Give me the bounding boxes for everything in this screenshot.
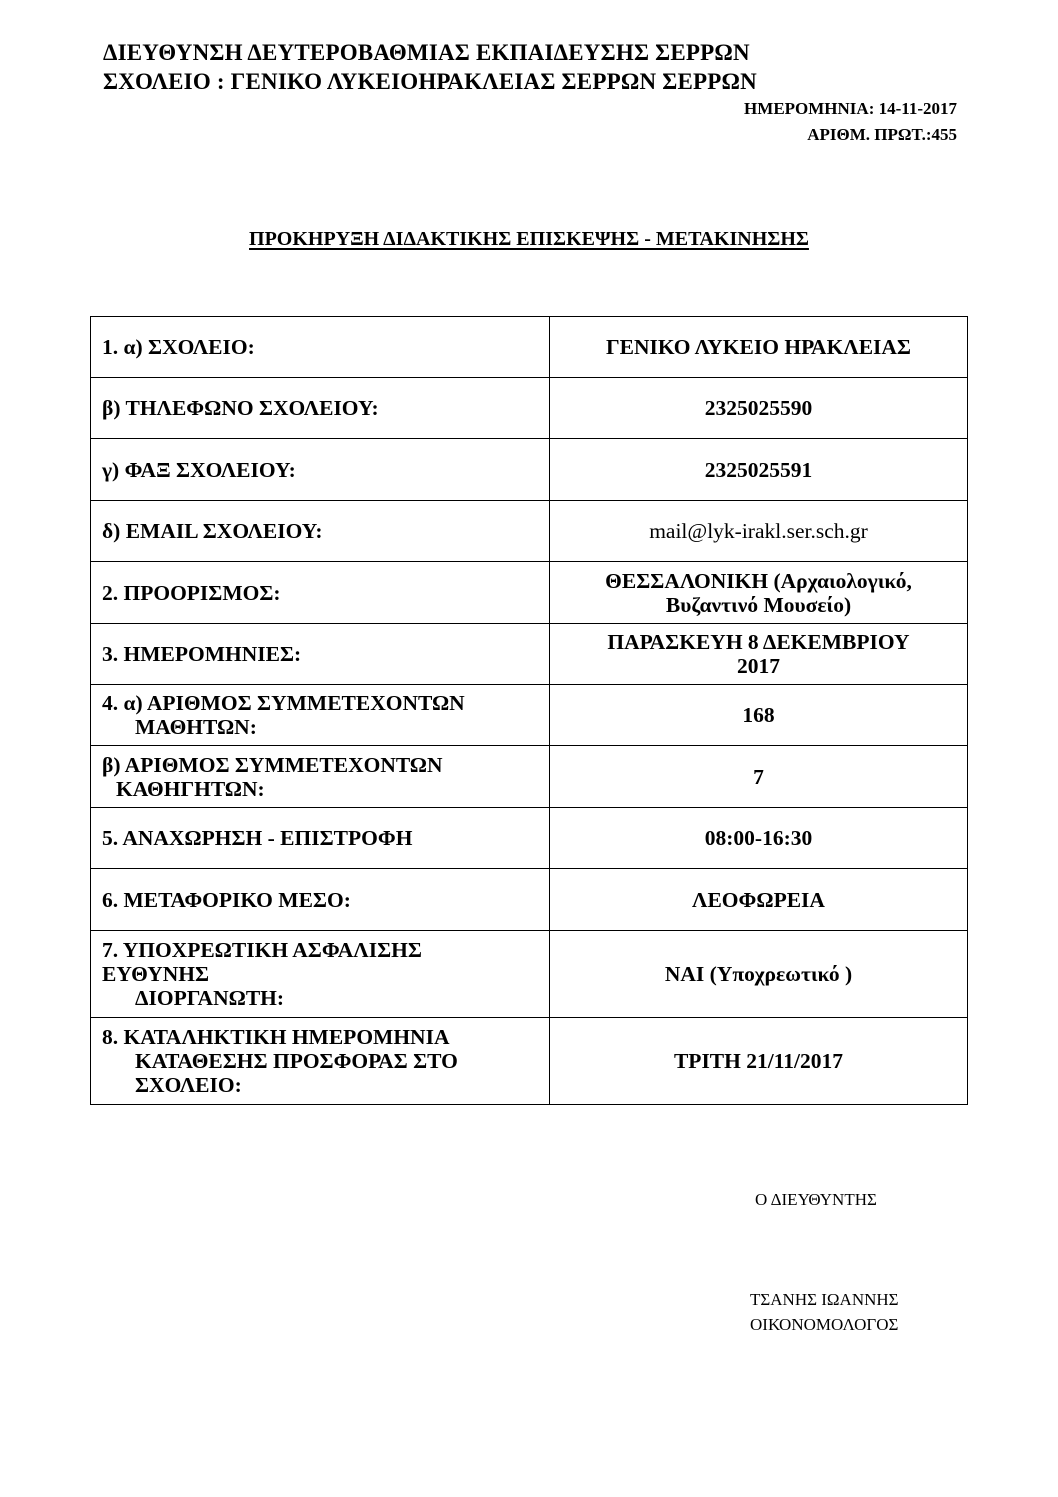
row-label: β) ΤΗΛΕΦΩΝΟ ΣΧΟΛΕΙΟΥ: [91, 378, 550, 439]
row-value: 168 [550, 685, 968, 746]
table-row [91, 624, 968, 685]
protocol-number: ΑΡΙΘΜ. ΠΡΩΤ.:455 [807, 125, 957, 144]
row-label: 3. ΗΜΕΡΟΜΗΝΙΕΣ: [91, 624, 550, 685]
title-text: ΠΡΟΚΗΡΥΞΗ ΔΙΔΑΚΤΙΚΗΣ ΕΠΙΣΚΕΨΗΣ - ΜΕΤΑΚΙΝΗΣΗΣ [249, 228, 809, 250]
row-label: γ) ΦΑΞ ΣΧΟΛΕΙΟΥ: [91, 439, 550, 501]
table-row [91, 501, 968, 562]
row-label: 2. ΠΡΟΟΡΙΣΜΟΣ: [91, 562, 550, 624]
row-value: mail@lyk-irakl.ser.sch.gr [550, 501, 968, 562]
table-row [91, 317, 968, 378]
document-meta [744, 96, 957, 148]
document-date: ΗΜΕΡΟΜΗΝΙΑ: 14-11-2017 [744, 99, 957, 118]
announcement-table [90, 316, 968, 1105]
document-header [103, 38, 757, 96]
row-value: ΠΑΡΑΣΚΕΥΗ 8 ΔΕΚΕΜΒΡΙΟΥ 2017 [550, 624, 968, 685]
row-label: 4. α) ΑΡΙΘΜΟΣ ΣΥΜΜΕΤΕΧΟΝΤΩΝ ΜΑΘΗΤΩΝ: [91, 685, 550, 746]
row-label: 5. ΑΝΑΧΩΡΗΣΗ - ΕΠΙΣΤΡΟΦΗ [91, 808, 550, 869]
signatory-title: ΟΙΚΟΝΟΜΟΛΟΓΟΣ [750, 1315, 899, 1334]
school-line: ΣΧΟΛΕΙΟ : ΓΕΝΙΚΟ ΛΥΚΕΙΟΗΡΑΚΛΕΙΑΣ ΣΕΡΡΩΝ ΣΕΡΡΩΝ [103, 69, 757, 94]
table-row [91, 685, 968, 746]
row-value: 2325025591 [550, 439, 968, 501]
directorate-line: ΔΙΕΥΘΥΝΣΗ ΔΕΥΤΕΡΟΒΑΘΜΙΑΣ ΕΚΠΑΙΔΕΥΣΗΣ ΣΕΡΡΩΝ [103, 40, 750, 65]
row-label: 8. ΚΑΤΑΛΗΚΤΙΚΗ ΗΜΕΡΟΜΗΝΙΑ ΚΑΤΑΘΕΣΗΣ ΠΡΟΣΦΟΡΑΣ ΣΤΟ ΣΧΟΛΕΙΟ: [91, 1018, 550, 1105]
table-row [91, 931, 968, 1018]
row-value: 2325025590 [550, 378, 968, 439]
row-value: ΝΑΙ (Υποχρεωτικό ) [550, 931, 968, 1018]
row-label: 7. ΥΠΟΧΡΕΩΤΙΚΗ ΑΣΦΑΛΙΣΗΣ ΕΥΘΥΝΗΣ ΔΙΟΡΓΑΝΩΤΗ: [91, 931, 550, 1018]
table-row [91, 746, 968, 808]
signatory-name: ΤΣΑΝΗΣ ΙΩΑΝΝΗΣ [750, 1290, 899, 1309]
row-value: ΓΕΝΙΚΟ ΛΥΚΕΙΟ ΗΡΑΚΛΕΙΑΣ [550, 317, 968, 378]
table-row [91, 869, 968, 931]
row-value: 08:00-16:30 [550, 808, 968, 869]
row-label: β) ΑΡΙΘΜΟΣ ΣΥΜΜΕΤΕΧΟΝΤΩΝ ΚΑΘΗΓΗΤΩΝ: [91, 746, 550, 808]
table-row [91, 378, 968, 439]
row-label: δ) EMAIL ΣΧΟΛΕΙΟΥ: [91, 501, 550, 562]
row-label: 6. ΜΕΤΑΦΟΡΙΚΟ ΜΕΣΟ: [91, 869, 550, 931]
row-value: 7 [550, 746, 968, 808]
table-row [91, 1018, 968, 1105]
table-row [91, 439, 968, 501]
signature-block [750, 1287, 899, 1337]
row-label: 1. α) ΣΧΟΛΕΙΟ: [91, 317, 550, 378]
document-title [0, 228, 1058, 251]
table-row [91, 562, 968, 624]
row-value: ΤΡΙΤΗ 21/11/2017 [550, 1018, 968, 1105]
row-value: ΛΕΟΦΩΡΕΙΑ [550, 869, 968, 931]
table-row [91, 808, 968, 869]
row-value: ΘΕΣΣΑΛΟΝΙΚΗ (Αρχαιολογικό, Βυζαντινό Μουσείο) [550, 562, 968, 624]
signature-role: Ο ΔΙΕΥΘΥΝΤΗΣ [755, 1190, 877, 1209]
